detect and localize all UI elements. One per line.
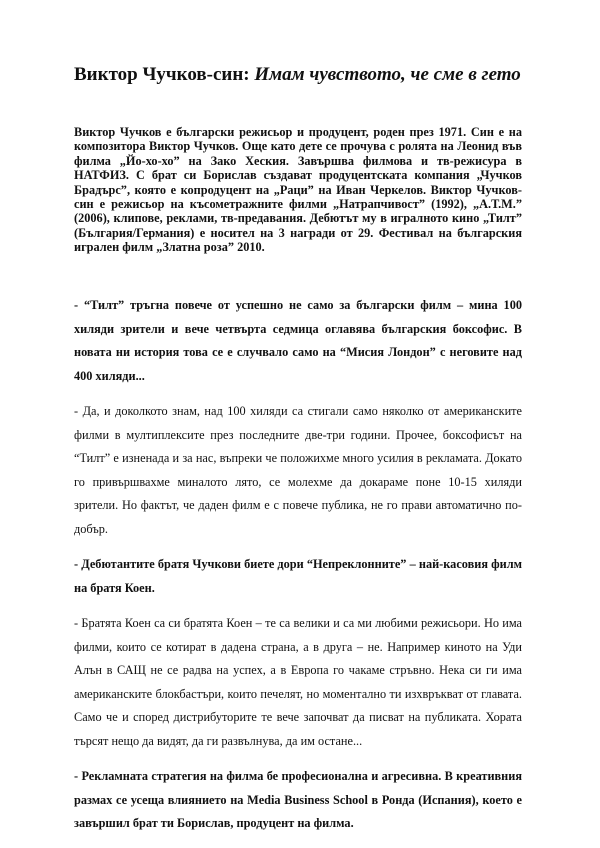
intro-paragraph: Виктор Чучков е български режисьор и продуцент, роден през 1971. Син е на композитора Виктор Чучков. Още като дете се прочува с ролята на Леонид във филма „Йо-хо-хо” на Зако Хеския. Завършва филмова и тв-режисура в НАТФИЗ. С брат си Борислав създават продуцентската компания „Чучков Брадърс”, която е копродуцент на „Раци” на Иван Черкелов. Виктор Чучков-син е режисьор на късометражните филми „Натрапчивост” (1992), „А.Т.М.” (2006), клипове, реклами, тв-предавания. Дебютът му в игралното кино „Тилт” (България/Германия) е носител на 3 награди от 29. Фестивал на българския игрален филм „Златна роза” 2010. [74, 125, 522, 255]
interview-body [74, 294, 522, 848]
interview-question: - Рекламната стратегия на филма бе професионална и агресивна. В креативния размах се усеща влиянието на Media Business School в Ронда (Испания), което е завършил брат ти Борислав, продуцент на филма. [74, 769, 522, 830]
interview-answer: - Да, и доколкото знам, над 100 хиляди са стигали само няколко от американските филми в мултиплексите през последните две-три години. Прочее, боксофисът на “Тилт” е изненада и за нас, въпреки че положихме много усилия в рекламата. Докато го привършвахме миналото лято, се молехме да докараме поне 10-15 хиляди зрители. Но фактът, че даден филм е с повече публика, не го прави автоматично по-добър. [74, 404, 522, 536]
interview-question: - “Тилт” тръгна повече от успешно не само за български филм – мина 100 хиляди зрители и вече четвърта седмица оглавява българския боксофис. В новата ни история това се е случвало само на “Мисия Лондон” с неговите над 400 хиляди... [74, 298, 522, 383]
interview-question: - Дебютантите братя Чучкови биете дори “Непреклонните” – най-касовия филм на братя Коен. [74, 557, 522, 595]
title-subtitle: Имам чувството, че сме в гето [254, 64, 521, 85]
document-title [74, 62, 544, 88]
interview-answer: - Братята Коен са си братята Коен – те са велики и са ми любими режисьори. Но има филми, които се котират в дадена страна, а в друга – не. Например киното на Уди Алън в САЩ не се радва на успех, а в Европа го чакаме стръвно. Нека си ги има американските блокбастъри, които печелят, но моментално ти изхвръкват от главата. Само че и според дистрибуторите те вече започват да писват на публиката. Хората търсят нещо да видят, да ги развълнува, да им остане... [74, 616, 522, 748]
title-name: Виктор Чучков-син: [74, 64, 250, 85]
